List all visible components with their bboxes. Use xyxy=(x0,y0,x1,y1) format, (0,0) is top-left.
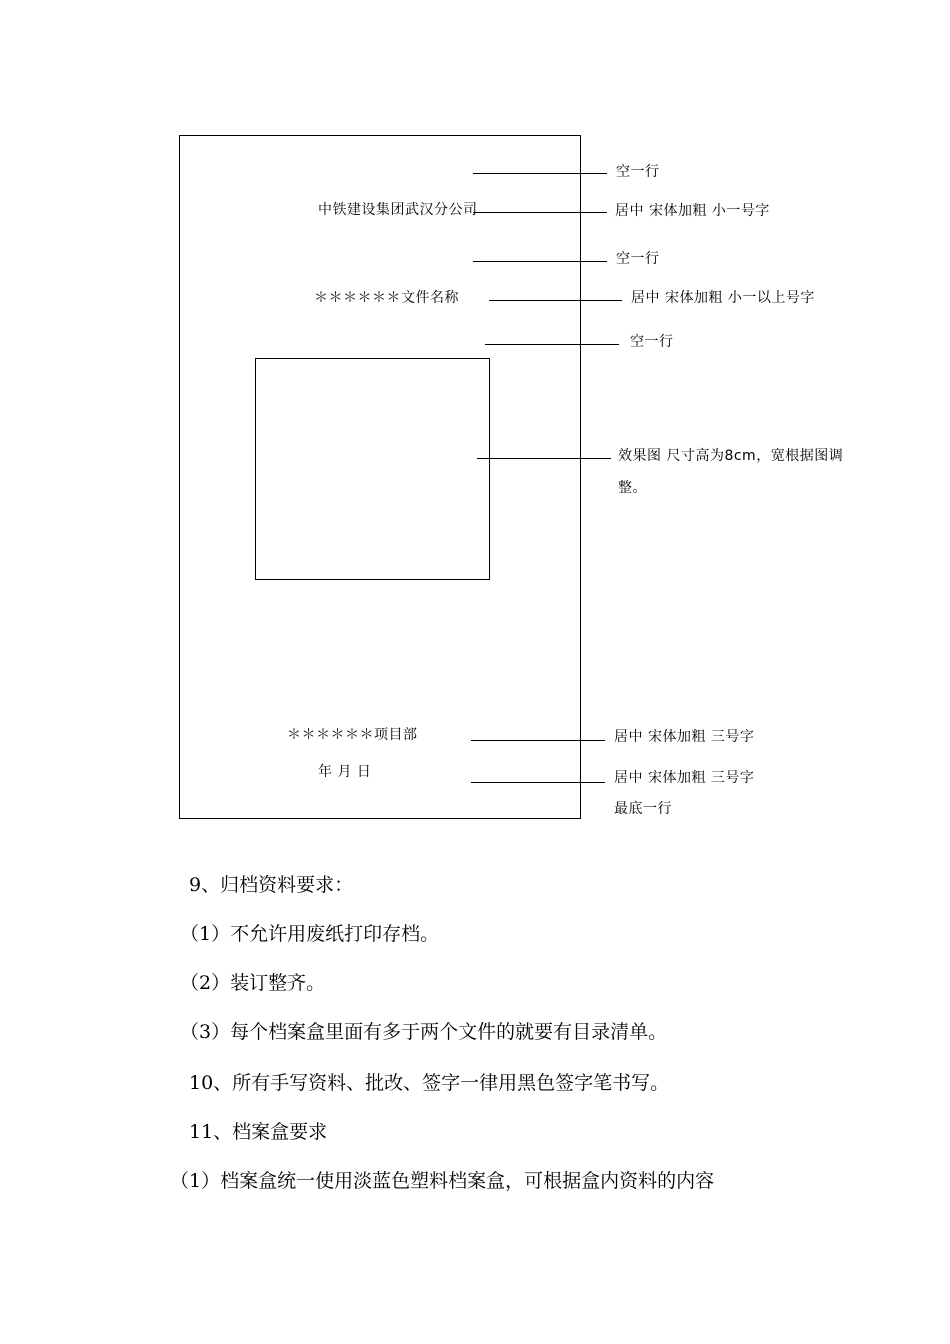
leader-line-blank-1 xyxy=(473,173,607,174)
paragraph-blue-box: （1）档案盒统一使用淡蓝色塑料档案盒，可根据盒内资料的内容 xyxy=(170,1170,715,1192)
company-name-label: 中铁建设集团武汉分公司 xyxy=(318,202,478,218)
annotation-date-style: 居中 宋体加粗 三号字 xyxy=(614,770,755,786)
annotation-project-dept-style: 居中 宋体加粗 三号字 xyxy=(614,729,755,745)
leader-line-file-name xyxy=(489,300,622,301)
leader-line-company xyxy=(473,212,607,213)
leader-line-effect-image xyxy=(477,458,611,459)
date-label: 年 月 日 xyxy=(318,764,372,780)
file-name-label: ＊＊＊＊＊＊文件名称 xyxy=(314,290,459,306)
paragraph-box-requirements: 11、档案盒要求 xyxy=(189,1121,328,1143)
annotation-file-name-style: 居中 宋体加粗 小一以上号字 xyxy=(631,290,815,306)
paragraph-no-waste-paper: （1）不允许用废纸打印存档。 xyxy=(180,923,440,945)
leader-line-project-dept xyxy=(471,740,605,741)
leader-line-blank-3 xyxy=(485,344,619,345)
annotation-bottom-line: 最底一行 xyxy=(614,801,672,817)
annotation-effect-image: 效果图 尺寸高为8cm，宽根据图调整。 xyxy=(618,448,844,496)
project-dept-label: ＊＊＊＊＊＊项目部 xyxy=(287,727,418,743)
annotation-blank-line-1: 空一行 xyxy=(616,164,660,180)
annotation-blank-line-2: 空一行 xyxy=(616,251,660,267)
paragraph-directory-list: （3）每个档案盒里面有多于两个文件的就要有目录清单。 xyxy=(180,1021,668,1043)
leader-line-date xyxy=(471,782,605,783)
annotation-company-style: 居中 宋体加粗 小一号字 xyxy=(615,203,770,219)
leader-line-blank-2 xyxy=(473,261,607,262)
annotation-blank-line-3: 空一行 xyxy=(630,334,674,350)
effect-image-placeholder xyxy=(255,358,490,580)
paragraph-archive-requirements: 9、归档资料要求： xyxy=(189,874,354,896)
paragraph-black-pen: 10、所有手写资料、批改、签字一律用黑色签字笔书写。 xyxy=(189,1072,670,1094)
paragraph-neat-binding: （2）装订整齐。 xyxy=(180,972,326,994)
